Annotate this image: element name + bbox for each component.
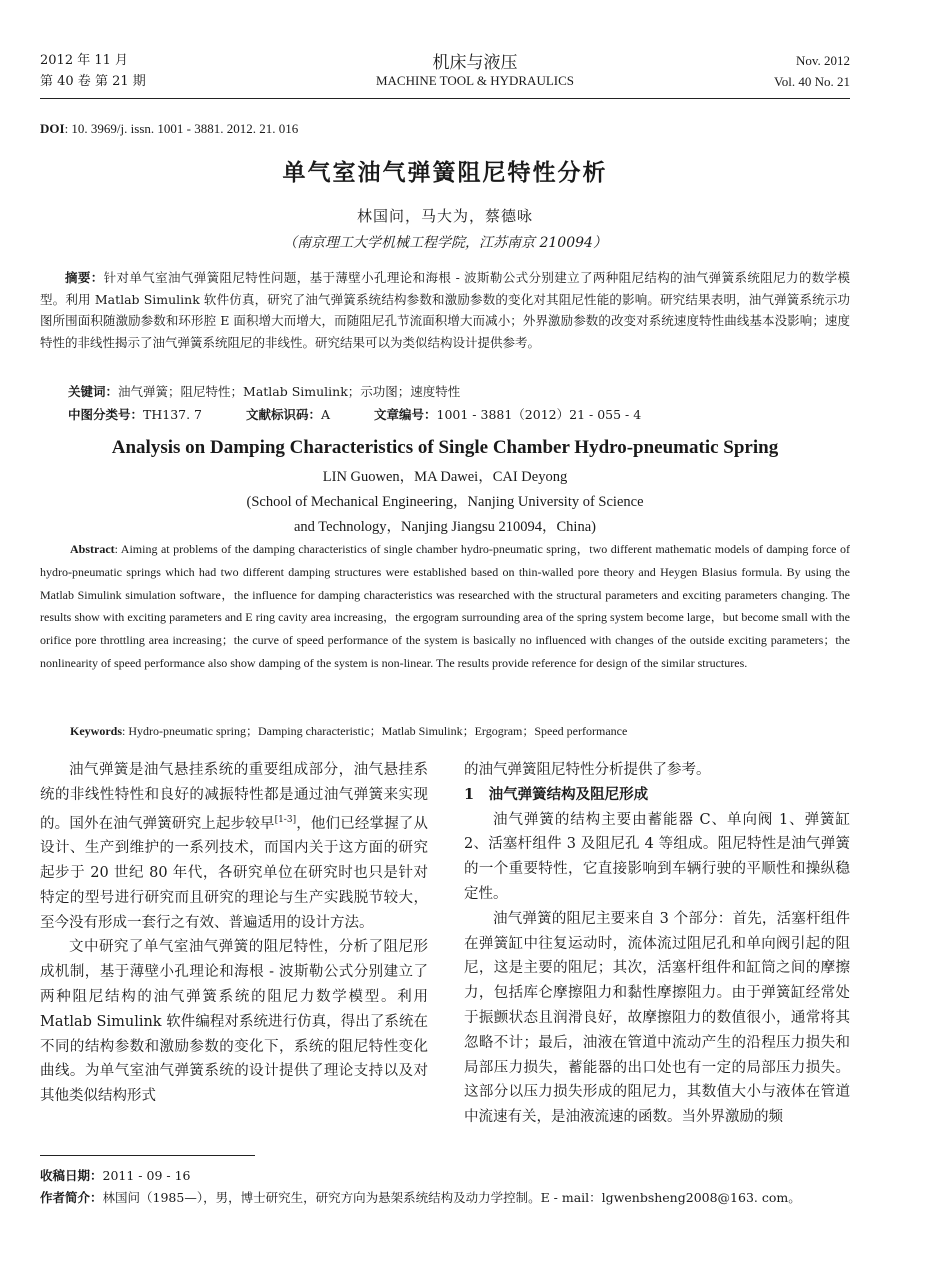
- journal-title-cn: 机床与液压: [432, 53, 518, 73]
- affiliation-en-1: (School of Mechanical Engineering，Nanjing University of Science: [246, 494, 644, 510]
- keywords-en-label: Keywords: [70, 724, 122, 738]
- doccode-value: A: [321, 407, 331, 422]
- author-bio: [40, 1187, 850, 1208]
- keywords-cn-label: 关键词：: [68, 384, 119, 399]
- abstract-en-text: : Aiming at problems of the damping characteristics of single chamber hydro-pneumatic spring，two different mathematic models of damping force of hydro-pneumatic springs which had two different damping structures were established based on thin-walled pore theory and Heygen Blasius formula. By using the Matlab Simulink simulation software，the influence for damping characteristics was researched with the structural parameters and exciting parameters changing. The results show with exciting parameters and E ring cavity area increasing，the ergogram surrounding area of the spring system become large，but become small with the orifice pore throttling area increasing；the curve of speed performance of the system is basically no influenced with changes of the outside exciting parameters；the nonlinearity of speed performance also show damping of the system is non-linear. The results provide reference for design of the similar structures.: [40, 542, 850, 670]
- body-paragraph: 油气弹簧的阻尼主要来自 3 个部分：首先，活塞杆组件在弹簧缸中往复运动时，流体流过阻尼孔和单向阀引起的阻尼，这是主要的阻尼；其次，活塞杆组件和缸筒之间的摩擦力，包括库仑摩擦阻力和黏性摩擦阻力。由于弹簧缸经常处于振颤状态且润滑良好，故摩擦阻力的数值很小，通常将其忽略不计；最后，油液在管道中流动产生的沿程压力损失和局部压力损失，蓄能器的出口处也有一定的局部压力损失。这部分以压力损失形成的阻尼力，其数值大小与液体在管道中流速有关，是油液流速的函数。当外界激励的频: [464, 910, 850, 1126]
- authors-en: LIN Guowen，MA Dawei，CAI Deyong: [322, 469, 568, 485]
- author-bio-label: 作者简介：: [40, 1190, 103, 1205]
- articleno-label: 文章编号：: [374, 407, 437, 422]
- received-date: [40, 1166, 190, 1184]
- keywords-en: [70, 722, 627, 739]
- section-heading: 1 油气弹簧结构及阻尼形成: [464, 785, 649, 803]
- body-paragraph: [40, 758, 428, 935]
- doccode-label: 文献标识码：: [245, 407, 321, 422]
- received-value: 2011 - 09 - 16: [102, 1168, 191, 1183]
- footnote-rule: [40, 1155, 255, 1156]
- doi-line: [40, 121, 298, 137]
- paper-title-cn: 单气室油气弹簧阻尼特性分析: [282, 159, 608, 186]
- clc-value: TH137. 7: [143, 407, 203, 422]
- keywords-cn: [68, 382, 460, 400]
- doi-value: : 10. 3969/j. issn. 1001 - 3881. 2012. 21. 016: [64, 121, 299, 136]
- citation-ref: [1-3]: [274, 814, 297, 825]
- body-left-column: [40, 758, 428, 1109]
- body-paragraph: 油气弹簧的结构主要由蓄能器 C、单向阀 1、弹簧缸 2、活塞杆组件 3 及阻尼孔 4 等组成。阻尼特性是油气弹簧的一个重要特性，它直接影响到车辆行驶的平顺性和操纵稳定性。: [464, 811, 850, 902]
- authors-cn: 林国问，马大为，蔡德咏: [356, 207, 533, 225]
- body-paragraph: 文中研究了单气室油气弹簧的阻尼特性，分析了阻尼形成机制，基于薄壁小孔理论和海根 - 波斯勒公式分别建立了两种阻尼结构的油气弹簧系统的阻尼力数学模型。利用 Matlab Simulink 软件编程对系统进行仿真，得出了系统在不同的结构参数和激励参数的变化下，系统的阻尼特性变化曲线。为单气室油气弹簧系统的设计提供了理论支持以及对其他类似结构形式: [40, 939, 428, 1105]
- affiliation-en-2: and Technology，Nanjing Jiangsu 210094，China): [294, 519, 596, 535]
- affiliation-cn: （南京理工大学机械工程学院，江苏南京 210094）: [283, 235, 607, 251]
- classification-line: [68, 405, 641, 423]
- abstract-en: [40, 538, 850, 675]
- author-bio-text: 林国问（1985—），男，博士研究生，研究方向为悬架系统结构及动力学控制。E - mail：lgwenbsheng2008@163. com。: [102, 1190, 801, 1205]
- doi-label: DOI: [40, 121, 65, 136]
- body-paragraph: 的油气弹簧阻尼特性分析提供了参考。: [464, 762, 711, 778]
- received-label: 收稿日期：: [40, 1168, 103, 1183]
- abstract-en-label: Abstract: [70, 542, 115, 556]
- keywords-cn-text: 油气弹簧；阻尼特性；Matlab Simulink；示功图；速度特性: [118, 384, 461, 399]
- articleno-value: 1001 - 3881（2012）21 - 055 - 4: [436, 407, 642, 422]
- journal-title-en: MACHINE TOOL & HYDRAULICS: [375, 73, 574, 88]
- header-date-en: Nov. 2012: [795, 53, 850, 68]
- keywords-en-text: : Hydro-pneumatic spring；Damping characteristic；Matlab Simulink；Ergogram；Speed performance: [122, 724, 628, 738]
- abstract-cn-label: 摘要：: [65, 270, 104, 285]
- clc-label: 中图分类号：: [68, 407, 144, 422]
- body-text: ，他们已经掌握了从设计、生产到维护的一系列技术，而国内关于这方面的研究起步于 20 世纪 80 年代，各研究单位在研究时也只是针对特定的型号进行研究而且研究的理论与生产实践脱节较大，至今没有形成一套行之有效、普遍适用的设计方法。: [40, 815, 429, 931]
- header-volume-en: Vol. 40 No. 21: [774, 74, 850, 89]
- header-rule: [40, 98, 850, 99]
- body-right-column: [464, 758, 850, 1130]
- abstract-cn: [40, 267, 850, 353]
- abstract-cn-text: 针对单气室油气弹簧阻尼特性问题，基于薄壁小孔理论和海根 - 波斯勒公式分别建立了两种阻尼结构的油气弹簧系统阻尼力的数学模型。利用 Matlab Simulink 软件仿真，研究了油气弹簧系统结构参数和激励参数的变化对其阻尼性能的影响。研究结果表明，油气弹簧系统示功图所围面积随激励参数和环形腔 E 面积增大而增大，而随阻尼孔节流面积增大而减小；外界激励参数的改变对系统速度特性曲线基本没影响；速度特性的非线性揭示了油气弹簧系统阻尼的非线性。研究结果可以为类似结构设计提供参考。: [40, 270, 850, 350]
- header-date-cn: 2012 年 11 月: [40, 53, 129, 68]
- header-volume-cn: 第 40 卷 第 21 期: [40, 74, 146, 89]
- body-text: 油气弹簧是油气悬挂系统的重要组成部分，油气悬挂系统的非线性特性和良好的减振特性都是通过油气弹簧来实现的。国外在油气弹簧研究上起步较早: [40, 762, 428, 832]
- paper-title-en: Analysis on Damping Characteristics of Single Chamber Hydro-pneumatic Spring: [111, 437, 779, 458]
